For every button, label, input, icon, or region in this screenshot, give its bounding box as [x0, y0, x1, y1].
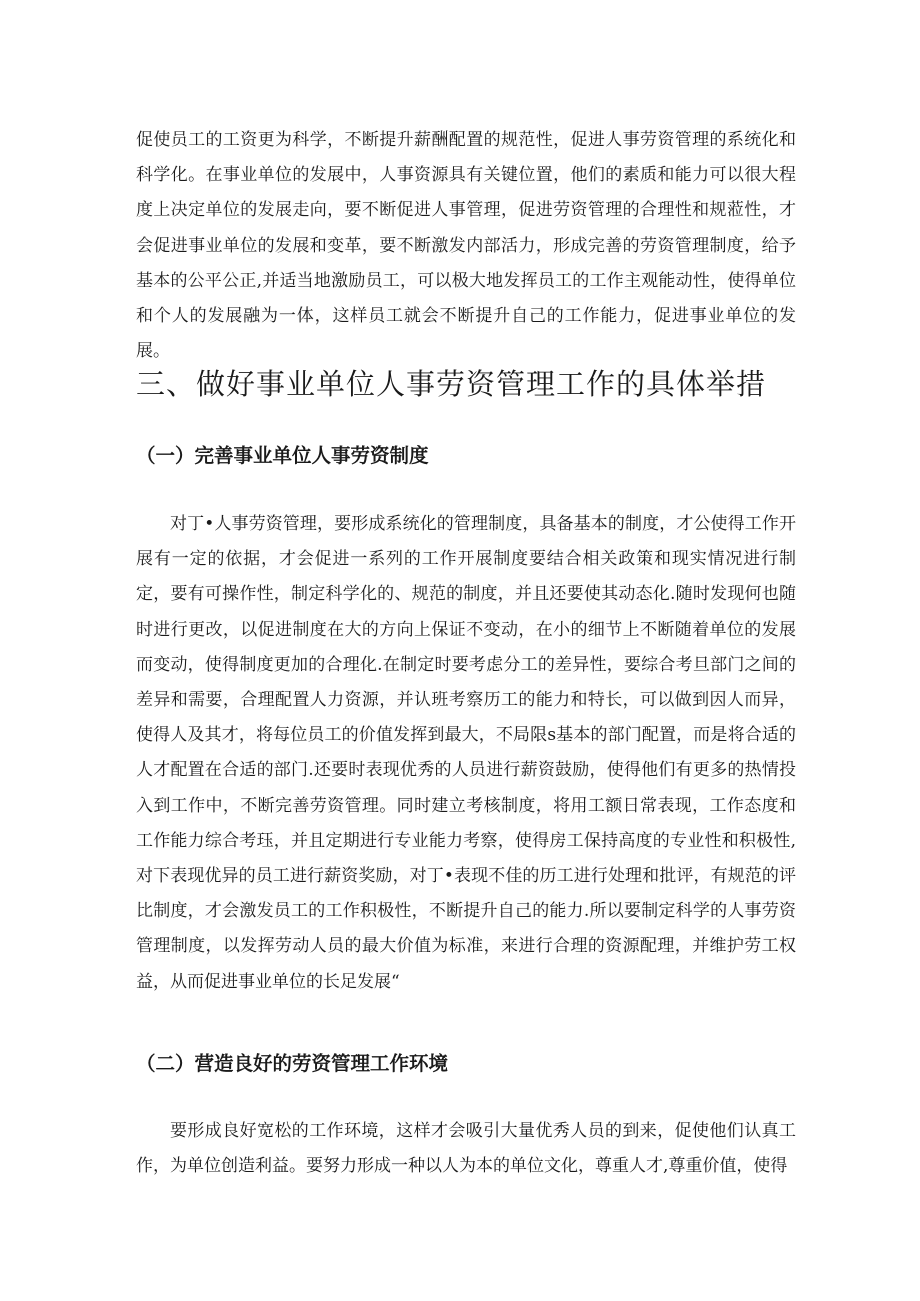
- intro-paragraph: 促使员工的工资更为科学，不断提升薪酬配置的规范性，促进人事劳资管理的系统化和科学化。在事业单位的发展中，人事资源具有关键位置，他们的素质和能力可以很大程度上决定单位的发展走向，要不断促进人事管理，促进劳资管理的合理性和规蒞性，才会促进事业单位的发展和变革，要不断激发内部活力，形成完善的劳资管理制度，给予基本的公平公正,并适当地激励员工，可以极大地发挥员工的工作主观能动性，使得单位和个人的发展融为一体，这样员工就会不断提升自己的工作能力，促进事业单位的发展。: [136, 130, 796, 362]
- subsection-heading-1: （一）完善事业单位人事劳资制度: [136, 444, 429, 467]
- subsection-paragraph-1: 对丁•人事劳资管理，要形成系统化的管理制度，具备基本的制度，才公使得工作开展有一定的依据，才会促进一系列的工作开展制度要结合相关政策和现实情况进行制定，要有可操作性，制定科学化的、规范的制度，并且还要使其动态化.随时发现何也随时进行更改，以促进制度在大的方向上保证不变动，在小的细节上不断随着单位的发展而变动，使得制度更加的合理化.在制定时要考虑分工的差异性，要综合考旦部门之间的差异和需要，合理配置人力资源，并认班考察历工的能力和特长，可以做到因人而异，使得人及其才，将每位员工的价值发挥到最大，不局限s基本的部门配置，而是将合适的人才配置在合适的部门.还要时表现优秀的人员进行薪资鼓励，使得他们有更多的热情投入到工作中，不断完善劳资管理。同时建立考核制度，将用工额日常表现，工作态度和工作能力综合考珏，并且定期进行专业能力考察，使得房工保持高度的专业性和积极性,对下表现优异的员工进行薪资奖励，对丁•表现不佳的历工进行处理和批评，有规范的评比制度，才会激发员工的工作积极性，不断提升自己的能力.所以要制定科学的人事劳资管理制度，以发挥劳动人员的最大价值为标准，来进行合理的资源配理，并维护劳工权益，从而促进事业单位的长足发展“: [136, 514, 796, 992]
- section-heading: 三、做好事业单位人事劳资管理工作的具体举措: [136, 367, 767, 401]
- subsection-paragraph-2: 要形成良好宽松的工作环境，这样才会吸引大量优秀人员的到来，促使他们认真工作，为单位创造利益。要努力形成一种以人为本的单位文化，尊重人才,尊重价值，使得: [136, 1121, 796, 1177]
- subsection-heading-2: （二）营造良好的劳资管理工作环境: [136, 1052, 449, 1075]
